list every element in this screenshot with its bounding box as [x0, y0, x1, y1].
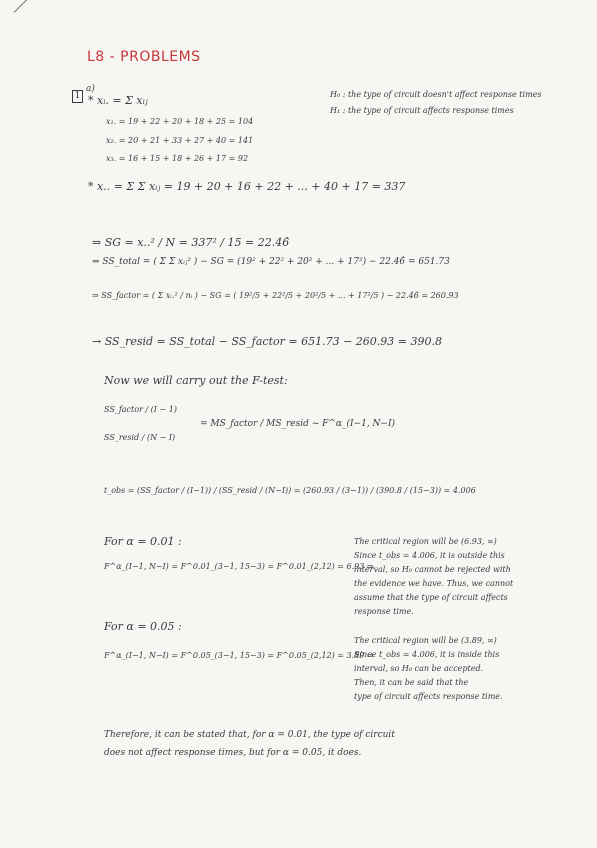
f-critical-001: F^α_(I−1, N−I) = F^0.01_(3−1, 15−3) = F^0.01_(2,12) = 6.93 ⇒ — [104, 562, 374, 571]
alpha-005-label: For α = 0.05 : — [104, 620, 182, 633]
f-ratio-distribution: = MS_factor / MS_resid ~ F^α_(I−1, N−I) — [200, 419, 396, 429]
conclusion-005-line1: The critical region will be (3.89, ∞) — [354, 636, 497, 645]
f-test-intro: Now we will carry out the F-test: — [104, 374, 288, 387]
final-conclusion-line2: does not affect response times, but for α = 0.05, it does. — [104, 748, 362, 758]
page-title: L8 - PROBLEMS — [87, 49, 201, 65]
conclusion-001-line6: response time. — [354, 607, 414, 616]
part-label: a) — [86, 84, 95, 94]
conclusion-001-line4: the evidence we have. Thus, we cannot — [354, 579, 514, 588]
sg-equation: ⇒ SG = x..² / N = 337² / 15 = 22.46̂ — [92, 236, 290, 249]
x1-sum: x₁. = 19 + 22 + 20 + 18 + 25 = 104 — [106, 117, 254, 126]
conclusion-001-line3: interval, so H₀ cannot be rejected with — [354, 565, 511, 574]
conclusion-005-line5: type of circuit affects response time. — [354, 692, 503, 701]
x2-sum: x₂. = 20 + 21 + 33 + 27 + 40 = 141 — [106, 136, 254, 145]
conclusion-005-line4: Then, it can be said that the — [354, 678, 469, 687]
h1-hypothesis: H₁ : the type of circuit affects response times — [330, 106, 514, 115]
conclusion-005-line2: Since t_obs = 4.006, it is inside this — [354, 650, 500, 659]
pen-stroke — [14, 0, 35, 13]
x3-sum: x₃. = 16 + 15 + 18 + 26 + 17 = 92 — [106, 154, 249, 163]
conclusion-001-line5: assume that the type of circuit affects — [354, 593, 508, 602]
conclusion-001-line1: The critical region will be (6.93, ∞) — [354, 537, 497, 546]
ss-factor-equation: ⇒ SS_factor = ( Σ xᵢ.² / nᵢ ) − SG = ( 19²/5 + 22²/5 + 20²/5 + ... + 17²/5 ) − 22.46̂ = 260.93 — [92, 291, 459, 300]
conclusion-005-line3: interval, so H₀ can be accepted. — [354, 664, 484, 673]
ss-resid-equation: → SS_resid = SS_total − SS_factor = 651.73 − 260.93 = 390.8 — [92, 335, 442, 348]
f-critical-005: F^α_(I−1, N−I) = F^0.05_(3−1, 15−3) = F^0.05_(2,12) = 3.89 ⇒ — [104, 651, 374, 660]
grand-total: * x.. = Σ Σ xᵢⱼ = 19 + 20 + 16 + 22 + ... + 40 + 17 = 337 — [88, 180, 406, 193]
ss-total-equation: ⇒ SS_total = ( Σ Σ xᵢⱼ² ) − SG = (19² + 22² + 20² + ... + 17²) − 22.46̂ = 651.73 — [92, 257, 450, 267]
t-observed: t_obs = (SS_factor / (I−1)) / (SS_resid / (N−I)) = (260.93 / (3−1)) / (390.8 / (15−3)) = 4.006 — [104, 486, 476, 495]
xi-definition: * xᵢ. = Σ xᵢⱼ — [88, 94, 148, 107]
problem-number: 1 — [72, 90, 83, 103]
final-conclusion-line1: Therefore, it can be stated that, for α = 0.01, the type of circuit — [104, 730, 395, 740]
conclusion-001-line2: Since t_obs = 4.006, it is outside this — [354, 551, 505, 560]
alpha-001-label: For α = 0.01 : — [104, 535, 182, 548]
f-ratio-numerator: SS_factor / (I − 1) — [104, 405, 177, 414]
f-ratio-denominator: SS_resid / (N − I) — [104, 433, 176, 442]
h0-hypothesis: H₀ : the type of circuit doesn't affect response times — [330, 90, 542, 99]
